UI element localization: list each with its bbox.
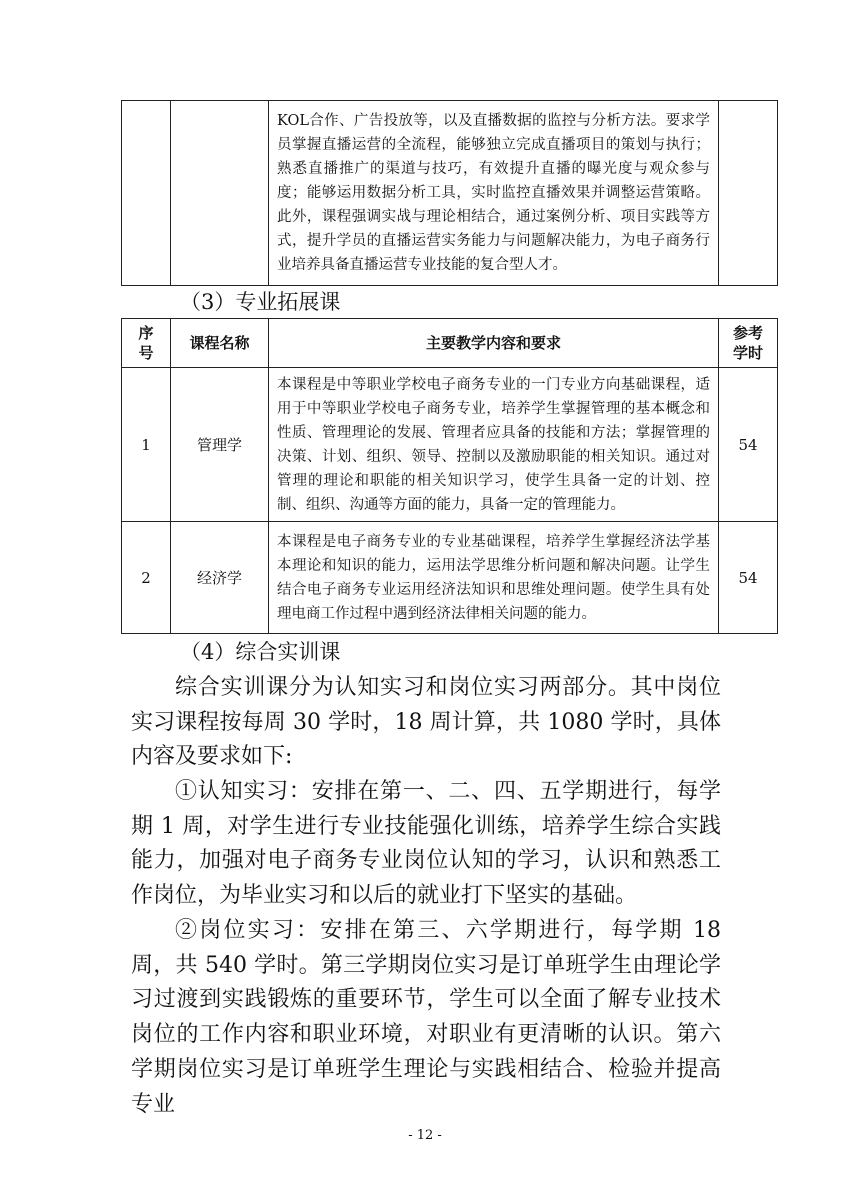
hours-cell: 54 <box>719 522 778 634</box>
section-heading-3: （3）专业拓展课 <box>180 290 341 314</box>
course-content-cell: 本课程是电子商务专业的专业基础课程，培养学生掌握经济法学基本理论和知识的能力，运用法学思维分析问题和解决问题。让学生结合电子商务专业运用经济法知识和思维处理问题。使学生具有处理电商工作过程中遇到经济法律相关问题的能力。 <box>269 522 719 634</box>
header-content: 主要教学内容和要求 <box>269 319 719 368</box>
header-course-name: 课程名称 <box>171 319 269 368</box>
header-seq: 序号 <box>122 319 171 368</box>
seq-cell: 1 <box>122 368 171 522</box>
seq-cell <box>122 101 171 286</box>
hours-cell <box>719 101 778 286</box>
table-row <box>122 522 778 634</box>
page-number: - 12 - <box>408 1128 442 1143</box>
course-name-cell: 管理学 <box>171 368 269 522</box>
course-name-cell: 经济学 <box>171 522 269 634</box>
seq-cell: 2 <box>122 522 171 634</box>
header-hours: 参考学时 <box>719 319 778 368</box>
course-content-cell: 本课程是中等职业学校电子商务专业的一门专业方向基础课程，适用于中等职业学校电子商务专业，培养学生掌握管理的基本概念和性质、管理理论的发展、管理者应具备的技能和方法；掌握管理的决策、计划、组织、领导、控制以及激励职能的相关知识。通过对管理的理论和职能的相关知识学习，使学生具备一定的计划、控制、组织、沟通等方面的能力，具备一定的管理能力。 <box>269 368 719 522</box>
table-header-row <box>122 319 778 368</box>
paragraph-cognition-internship: ①认知实习：安排在第一、二、四、五学期进行，每学期 1 周，对学生进行专业技能强化训练，培养学生综合实践能力，加强对电子商务专业岗位认知的学习，认识和熟悉工作岗位，为毕业实习和以后的就业打下坚实的基础。 <box>131 779 721 909</box>
extension-course-table <box>121 318 778 634</box>
course-name-cell <box>171 101 269 286</box>
table-row <box>122 101 778 286</box>
section-heading-4: （4）综合实训课 <box>180 640 341 664</box>
hours-cell: 54 <box>719 368 778 522</box>
table-row <box>122 368 778 522</box>
continuation-table <box>121 100 778 286</box>
course-content-cell: KOL合作、广告投放等，以及直播数据的监控与分析方法。要求学员掌握直播运营的全流程，能够独立完成直播项目的策划与执行；熟悉直播推广的渠道与技巧，有效提升直播的曝光度与观众参与度；能够运用数据分析工具，实时监控直播效果并调整运营策略。此外，课程强调实战与理论相结合，通过案例分析、项目实践等方式，提升学员的直播运营实务能力与问题解决能力，为电子商务行业培养具备直播运营专业技能的复合型人才。 <box>269 101 719 286</box>
paragraph-intro: 综合实训课分为认知实习和岗位实习两部分。其中岗位实习课程按每周 30 学时，18 周计算，共 1080 学时，具体内容及要求如下: <box>131 675 721 770</box>
paragraph-post-internship: ②岗位实习：安排在第三、六学期进行，每学期 18 周，共 540 学时。第三学期岗位实习是订单班学生由理论学习过渡到实践锻炼的重要环节，学生可以全面了解专业技术岗位的工作内容和职业环境，对职业有更清晰的认识。第六学期岗位实习是订单班学生理论与实践相结合、检验并提高专业 <box>131 918 721 1117</box>
